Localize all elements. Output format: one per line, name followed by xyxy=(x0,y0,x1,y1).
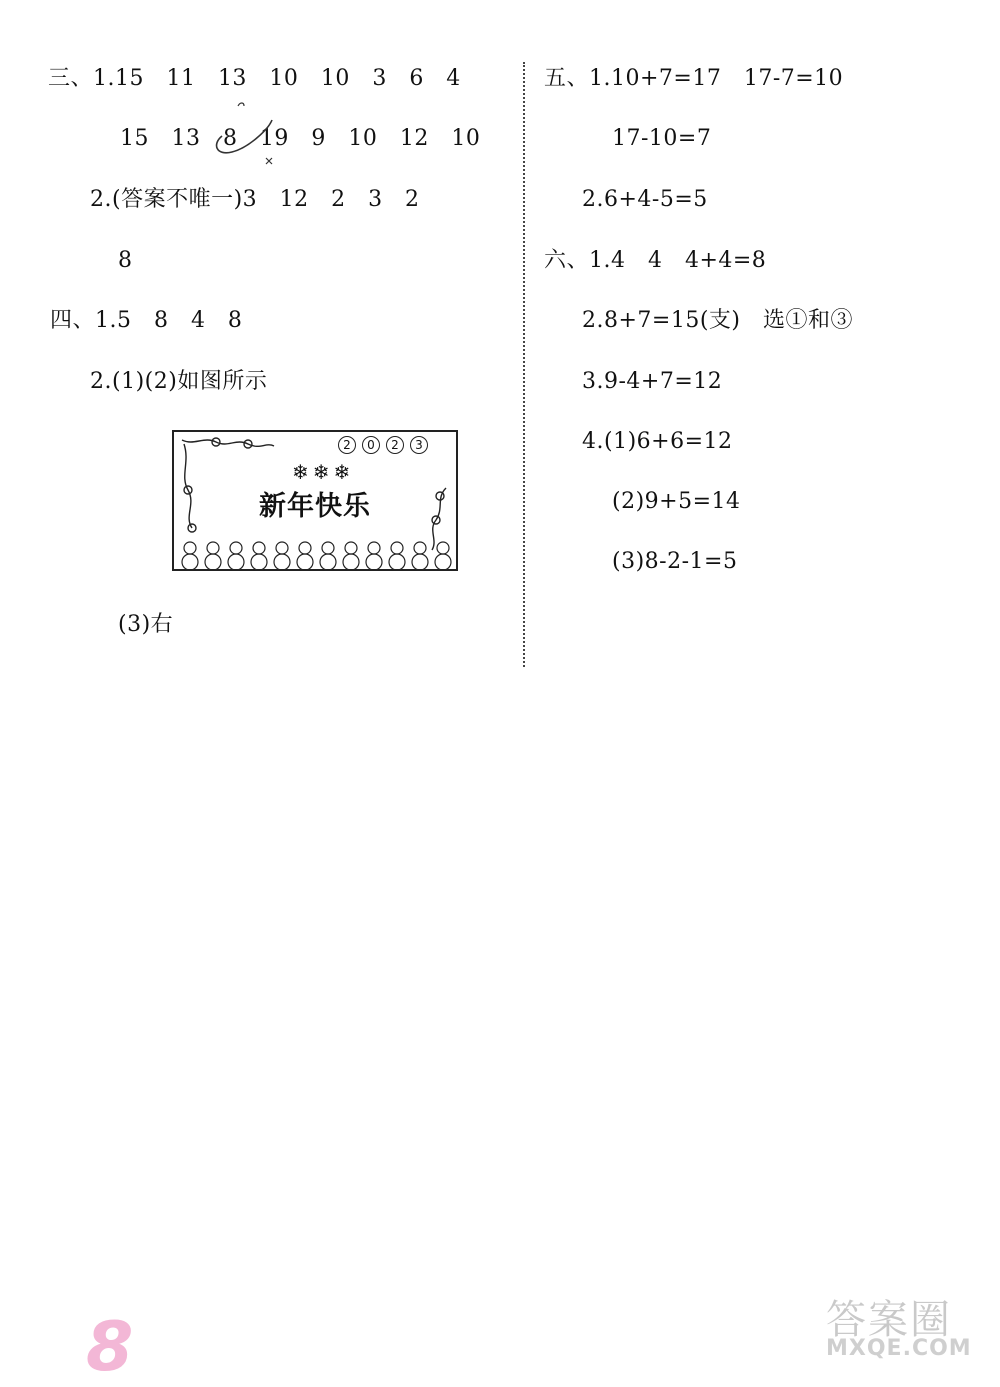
watermark-cn: 答案圈 xyxy=(826,1297,952,1343)
section-4-row-2: 2.(1)(2)如图所示 xyxy=(90,369,268,394)
section-6-row-1: 六、1.4 4 4+4=8 xyxy=(544,248,767,273)
handwritten-scribble-icon xyxy=(208,96,278,166)
section-6-row-2: 2.8+7=15(支) 选①和③ xyxy=(582,308,853,333)
section-5-row-2: 17-10=7 xyxy=(612,126,712,151)
section-3-row-3: 2.(答案不唯一)3 12 2 3 2 xyxy=(90,187,420,212)
section-6-row-5: (2)9+5=14 xyxy=(612,489,741,514)
snowflake-icon: ❄❄❄ xyxy=(292,460,355,484)
year-digit: 2 xyxy=(386,436,404,454)
section-3-row-1: 三、1.15 11 13 10 10 3 6 4 xyxy=(48,66,461,91)
section-3-row-4: 8 xyxy=(118,248,133,273)
section-4-row-1: 四、1.5 8 4 8 xyxy=(50,308,243,333)
card-title: 新年快乐 xyxy=(259,491,371,522)
page-number: 8 xyxy=(86,1308,134,1387)
section-5-row-3: 2.6+4-5=5 xyxy=(582,187,708,212)
new-year-card xyxy=(172,430,458,571)
year-lanterns xyxy=(338,436,428,454)
watermark-en: MXQE.COM xyxy=(826,1336,972,1361)
section-5-row-1: 五、1.10+7=17 17-7=10 xyxy=(544,66,844,91)
section-3-row-2: 15 13 8 19 9 10 12 10 xyxy=(120,126,481,151)
section-6-row-6: (3)8-2-1=5 xyxy=(612,549,738,574)
section-6-row-4: 4.(1)6+6=12 xyxy=(582,429,733,454)
year-digit: 0 xyxy=(362,436,380,454)
section-4-row-3: (3)右 xyxy=(118,612,174,637)
year-digit: 3 xyxy=(410,436,428,454)
section-6-row-3: 3.9-4+7=12 xyxy=(582,369,723,394)
year-digit: 2 xyxy=(338,436,356,454)
column-divider xyxy=(523,62,525,667)
watermark-logo xyxy=(822,1288,992,1366)
